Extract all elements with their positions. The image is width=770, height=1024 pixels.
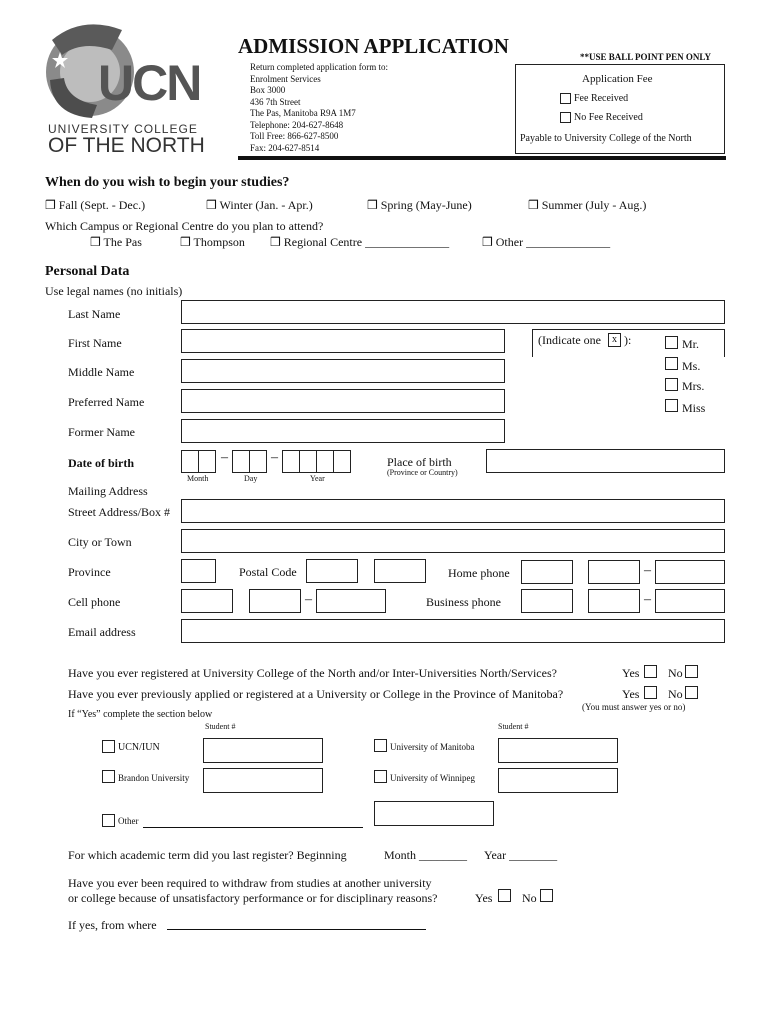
title-mr-label: Mr. <box>682 337 700 351</box>
u-winnipeg-student-number[interactable] <box>498 768 618 793</box>
email-label: Email address <box>68 625 136 639</box>
title-mrs-label: Mrs. <box>682 379 705 393</box>
former-name-field[interactable] <box>181 419 505 443</box>
return-line: Toll Free: 866-627-8500 <box>250 131 339 141</box>
student-number-header-2: Student # <box>498 722 529 731</box>
fee-received-checkbox[interactable] <box>560 93 571 104</box>
return-line: The Pas, Manitoba R9A 1M7 <box>250 108 356 118</box>
business-phone-prefix[interactable] <box>588 589 640 613</box>
question-manitoba: Have you ever previously applied or registered at a University or College in the Province of Manitoba? <box>68 687 564 701</box>
cell-phone-label: Cell phone <box>68 595 121 609</box>
withdraw-yes-label: Yes <box>475 891 493 905</box>
q2-yes-checkbox[interactable] <box>644 686 657 699</box>
option-fall[interactable]: ❒ Fall (Sept. - Dec.) <box>45 198 146 212</box>
withdraw-no-label: No <box>522 891 537 905</box>
campus-other[interactable]: ❒ Other ______________ <box>482 235 611 249</box>
email-field[interactable] <box>181 619 725 643</box>
ucn-iun-student-number[interactable] <box>203 738 323 763</box>
brandon-student-number[interactable] <box>203 768 323 793</box>
dob-day-2[interactable] <box>249 450 267 473</box>
dob-day-1[interactable] <box>232 450 250 473</box>
cell-phone-area[interactable] <box>181 589 233 613</box>
dob-month-1[interactable] <box>181 450 199 473</box>
header-rule <box>238 156 726 160</box>
must-answer-note: (You must answer yes or no) <box>582 702 686 712</box>
fee-title: Application Fee <box>582 73 653 85</box>
return-line: Return completed application form to: <box>250 62 388 72</box>
business-phone-label: Business phone <box>426 595 501 609</box>
city-label: City or Town <box>68 535 132 549</box>
last-name-label: Last Name <box>68 307 121 321</box>
dob-dash: – <box>271 450 278 465</box>
dob-day-caption: Day <box>244 474 258 483</box>
middle-name-field[interactable] <box>181 359 505 383</box>
option-spring[interactable]: ❒ Spring (May-June) <box>367 198 472 212</box>
start-heading: When do you wish to begin your studies? <box>45 175 290 190</box>
q1-no-checkbox[interactable] <box>685 665 698 678</box>
middle-name-label: Middle Name <box>68 365 135 379</box>
ucn-iun-label: UCN/IUN <box>118 742 160 753</box>
dob-year-1[interactable] <box>282 450 300 473</box>
home-phone-line[interactable] <box>655 560 725 584</box>
province-label: Province <box>68 565 111 579</box>
if-yes-where-line[interactable] <box>167 929 426 930</box>
campus-regional[interactable]: ❒ Regional Centre ______________ <box>270 235 450 249</box>
return-line: Box 3000 <box>250 85 286 95</box>
title-box-side <box>532 329 533 357</box>
withdraw-question-line-2: or college because of unsatisfactory performance or for disciplinary reasons? <box>68 891 438 905</box>
home-phone-label: Home phone <box>448 566 510 580</box>
brandon-checkbox[interactable] <box>102 770 115 783</box>
option-winter[interactable]: ❒ Winter (Jan. - Apr.) <box>206 198 313 212</box>
withdraw-yes-checkbox[interactable] <box>498 889 511 902</box>
ucn-iun-checkbox[interactable] <box>102 740 115 753</box>
cell-phone-line[interactable] <box>316 589 386 613</box>
ucn-logo <box>42 20 210 160</box>
question-ucn: Have you ever registered at University College of the North and/or Inter-Universities North/Services? <box>68 666 557 680</box>
last-term-year[interactable]: Year ________ <box>484 848 558 862</box>
no-fee-received-label: No Fee Received <box>574 112 643 123</box>
dob-label: Date of birth <box>68 456 134 470</box>
u-manitoba-student-number[interactable] <box>498 738 618 763</box>
if-yes-note: If “Yes” complete the section below <box>68 709 213 720</box>
return-line: Enrolment Services <box>250 73 321 84</box>
other-inst-checkbox[interactable] <box>102 814 115 827</box>
home-phone-prefix[interactable] <box>588 560 640 584</box>
preferred-name-field[interactable] <box>181 389 505 413</box>
cell-phone-prefix[interactable] <box>249 589 301 613</box>
title-mr-checkbox[interactable] <box>665 336 678 349</box>
other-inst-label: Other <box>118 816 139 826</box>
street-field[interactable] <box>181 499 725 523</box>
page-title: ADMISSION APPLICATION <box>238 34 509 58</box>
mailing-address-label: Mailing Address <box>68 484 148 498</box>
u-winnipeg-checkbox[interactable] <box>374 770 387 783</box>
business-phone-line[interactable] <box>655 589 725 613</box>
q1-no-label: No <box>668 666 683 680</box>
u-manitoba-checkbox[interactable] <box>374 739 387 752</box>
fee-received-label: Fee Received <box>574 93 629 104</box>
dob-dash: – <box>221 450 228 465</box>
brandon-label: Brandon University <box>118 773 190 783</box>
city-field[interactable] <box>181 529 725 553</box>
last-name-field[interactable] <box>181 300 725 324</box>
first-name-label: First Name <box>68 336 122 350</box>
no-fee-received-checkbox[interactable] <box>560 112 571 123</box>
province-field[interactable] <box>181 559 216 583</box>
business-phone-area[interactable] <box>521 589 573 613</box>
preferred-name-label: Preferred Name <box>68 395 145 409</box>
place-of-birth-field[interactable] <box>486 449 725 473</box>
fee-payable: Payable to University College of the North <box>520 133 692 144</box>
other-inst-line[interactable] <box>143 827 363 828</box>
place-of-birth-note: (Province or Country) <box>387 468 458 477</box>
logo-letters: UCN <box>98 55 201 111</box>
title-miss-label: Miss <box>682 401 706 415</box>
other-inst-student-number[interactable] <box>374 801 494 826</box>
dob-year-4[interactable] <box>333 450 351 473</box>
title-ms-checkbox[interactable] <box>665 357 678 370</box>
dob-year-2[interactable] <box>299 450 317 473</box>
campus-thompson[interactable]: ❒ Thompson <box>180 235 245 249</box>
postal-code-field-1[interactable] <box>306 559 358 583</box>
student-number-header-1: Student # <box>205 722 236 731</box>
if-yes-where-label: If yes, from where <box>68 918 157 932</box>
legal-names-note: Use legal names (no initials) <box>45 284 183 298</box>
u-manitoba-label: University of Manitoba <box>390 742 475 752</box>
street-label: Street Address/Box # <box>68 505 170 519</box>
pen-note: **USE BALL POINT PEN ONLY <box>580 52 712 62</box>
return-line: Fax: 204-627-8514 <box>250 142 320 153</box>
logo-line-1: UNIVERSITY COLLEGE <box>48 122 198 136</box>
q2-yes-label: Yes <box>622 687 640 701</box>
dob-year-caption: Year <box>310 474 325 483</box>
business-phone-dash: – <box>644 592 651 607</box>
return-address <box>250 62 388 154</box>
title-miss-checkbox[interactable] <box>665 399 678 412</box>
dob-month-2[interactable] <box>198 450 216 473</box>
postal-code-label: Postal Code <box>239 565 297 579</box>
former-name-label: Former Name <box>68 425 135 439</box>
campus-the-pas[interactable]: ❒ The Pas <box>90 235 142 249</box>
personal-heading: Personal Data <box>45 264 130 279</box>
q2-no-checkbox[interactable] <box>685 686 698 699</box>
indicate-mark: x <box>608 333 621 347</box>
indicate-label: (Indicate one <box>538 333 601 347</box>
fee-box <box>515 64 725 154</box>
dob-month-caption: Month <box>187 474 209 483</box>
indicate-end: ): <box>624 333 632 347</box>
first-name-field[interactable] <box>181 329 505 353</box>
campus-question: Which Campus or Regional Centre do you plan to attend? <box>45 219 324 233</box>
home-phone-dash: – <box>644 563 651 578</box>
cell-phone-dash: – <box>305 592 312 607</box>
return-line: 436 7th Street <box>250 96 301 107</box>
withdraw-question-line-1: Have you ever been required to withdraw from studies at another university <box>68 876 432 890</box>
option-summer[interactable]: ❒ Summer (July - Aug.) <box>528 198 647 212</box>
withdraw-no-checkbox[interactable] <box>540 889 553 902</box>
title-mrs-checkbox[interactable] <box>665 378 678 391</box>
home-phone-area[interactable] <box>521 560 573 584</box>
dob-year-3[interactable] <box>316 450 334 473</box>
u-winnipeg-label: University of Winnipeg <box>390 773 475 783</box>
last-term-month[interactable]: Month ________ <box>384 848 468 862</box>
title-ms-label: Ms. <box>682 359 701 373</box>
q1-yes-label: Yes <box>622 666 640 680</box>
q1-yes-checkbox[interactable] <box>644 665 657 678</box>
postal-code-field-2[interactable] <box>374 559 426 583</box>
place-of-birth-label: Place of birth <box>387 455 452 469</box>
q2-no-label: No <box>668 687 683 701</box>
logo-line-2: OF THE NORTH <box>48 134 205 157</box>
return-line: Telephone: 204-627-8648 <box>250 119 344 130</box>
last-term-question: For which academic term did you last register? Beginning <box>68 848 347 862</box>
